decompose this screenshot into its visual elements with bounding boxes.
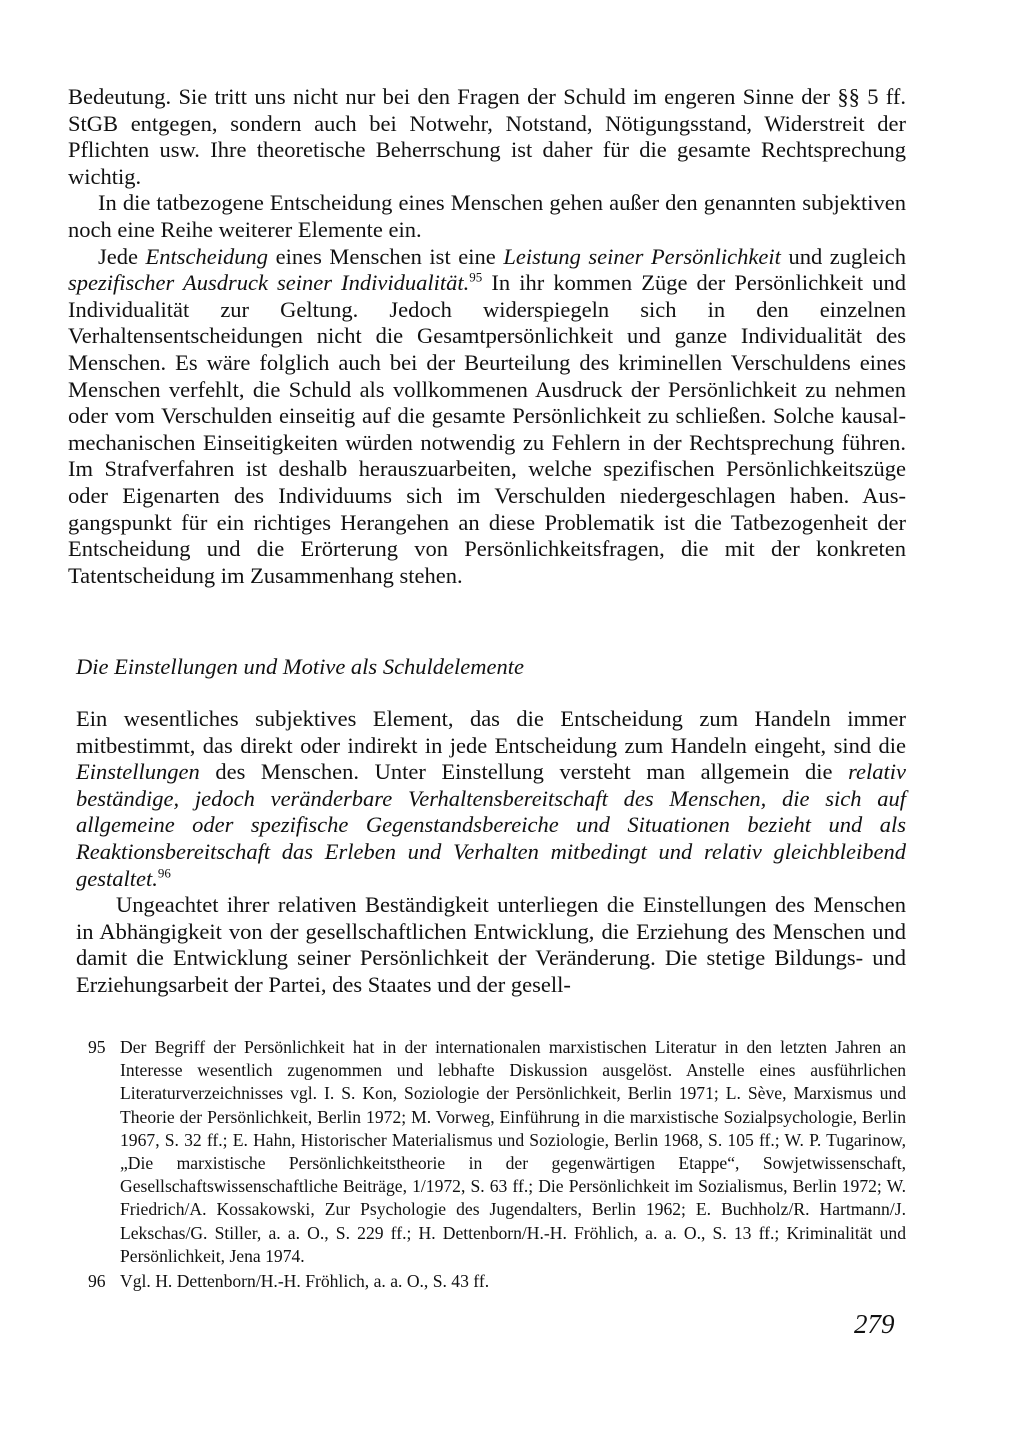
main-text-block <box>68 84 906 589</box>
footnote-ref-95[interactable]: 95 <box>469 269 483 285</box>
footnote-95 <box>88 1036 906 1268</box>
text-run: Jede <box>98 243 146 269</box>
paragraph-continuation: Bedeutung. Sie tritt uns nicht nur bei den Fragen der Schuld im engeren Sinne der §§ 5 ff. StGB entgegen, sondern auch bei Notwehr, Notstand, Nötigungsstand, Widerstreit der Pflichten usw. Ihre theoretische Beherrschung ist daher für die gesamte Rechtsprechung wichtig. <box>68 84 906 189</box>
section-text-block <box>76 706 906 999</box>
text-run: Ein wesentliches subjektives Element, das die Entscheidung zum Handeln immer mitbestimmt, das direkt oder indirekt in jede Entscheidung zum Handeln eingeht, sind die <box>76 706 906 758</box>
emphasis-definition: relativ beständige, jedoch veränderbare Verhaltensbereitschaft des Menschen, die sich auf allgemeine oder spezifische Gegenstandsbereiche und Situationen bezieht und als Reaktionsbereitschaft das Erleben und Verhalten mitbedingt und relativ gleichbleibend gestaltet. <box>76 759 906 891</box>
footnote-text: Vgl. H. Dettenborn/H.-H. Fröhlich, a. a. O., S. 43 ff. <box>120 1271 490 1292</box>
footnote-ref-96[interactable]: 96 <box>157 865 171 881</box>
footnotes <box>88 1036 906 1295</box>
text-run: des Menschen. Unter Einstellung versteht man allgemein die <box>199 759 849 785</box>
paragraph-change: Ungeachtet ihrer relativen Beständigkeit unterliegen die Einstellungen des Menschen in Abhängigkeit von der gesellschaftlichen Entwicklung, die Erziehung des Menschen und damit die Entwicklung seiner Persönlichkeit der Veränderung. Die stetige Bildungs- und Erziehungsarbeit der Partei, des Staates und der gesell- <box>76 892 906 997</box>
emphasis: Einstellungen <box>76 759 200 785</box>
text-run: eines Menschen ist eine <box>268 243 504 269</box>
section-heading: Die Einstellungen und Motive als Schuldelemente <box>76 654 525 679</box>
footnote-number: 96 <box>88 1271 106 1292</box>
footnote-text: Der Begriff der Persönlichkeit hat in der internationalen marxistischen Literatur in den letzten Jahren an Interesse wesentlich zugenommen und lebhafte Diskussion ausgelöst. Anstelle eines ausführlichen Literaturverzeichnisses vgl. I. S. Kon, Soziologie der Persönlichkeit, Berlin 1971; L. Sève, Marxismus und Theorie der Persönlichkeit, Berlin 1972; M. Vorweg, Einführung in die marxistische Sozialpsychologie, Berlin 1967, S. 32 ff.; E. Hahn, Historischer Materialismus und Soziologie, Berlin 1968, S. 105 ff.; W. P. Tugarinow, „Die marxistische Persönlichkeitstheorie in der gegenwärtigen Etappe“, Sowjetwissenschaft, Gesellschaftswissenschaftliche Beiträge, 1/1972, S. 63 ff.; Die Persönlichkeit im Sozialismus, Berlin 1972; W. Friedrich/A. Kossakowski, Zur Psychologie des Jugendalters, Berlin 1962; E. Buchholz/R. Hartmann/J. Lekschas/G. Stiller, a. a. O., S. 229 ff.; H. Dettenborn/H.-H. Fröhlich, a. a. O., S. 13 ff.; Kriminalität und Persönlichkeit, Jena 1974. <box>120 1037 906 1266</box>
paragraph-attitudes <box>76 706 906 892</box>
text-run: In ihr kommen Züge der Persönlichkeit und Individualität zur Geltung. Jedoch widerspiegeln sich in den einzelnen Verhaltensentscheidungen nicht die Gesamtpersönlichkeit und ganze Individualität des Menschen. Es wäre folglich auch bei der Beurteilung des kriminellen Verschuldens eines Menschen verfehlt, die Schuld als vollkommenen Ausdruck der Persönlichkeit zu nehmen oder vom Verschulden einseitig auf die gesamte Persönlichkeit zu schließen. Solche kausal-mechanischen Einseitigkeiten würden notwendig zu Fehlern in der Rechtsprechung führen. Im Strafverfahren ist deshalb herauszuarbeiten, welche spezifischen Persönlichkeitszüge oder Eigenarten des Individuums sich im Verschulden niedergeschlagen haben. Ausgangspunkt für ein richtiges Herangehen an diese Problematik ist die Tatbezogenheit der Entscheidung und die Erörterung von Persönlichkeitsfragen, die mit der konkreten Tatentscheidung im Zusammenhang stehen. <box>68 270 906 588</box>
text-run: und zugleich <box>780 243 907 269</box>
emphasis: spezifischer Ausdruck seiner Individualität. <box>68 270 470 296</box>
footnote-96 <box>88 1270 906 1293</box>
paragraph-decision <box>68 244 906 590</box>
footnote-number: 95 <box>88 1037 106 1057</box>
paragraph-elements: In die tatbezogene Entscheidung eines Menschen gehen außer den genannten subjektiven noch eine Reihe weiterer Elemente ein. <box>68 190 906 242</box>
emphasis: Leistung seiner Persönlichkeit <box>503 243 781 269</box>
page-number: 279 <box>854 1309 895 1339</box>
emphasis: Entscheidung <box>145 243 269 269</box>
